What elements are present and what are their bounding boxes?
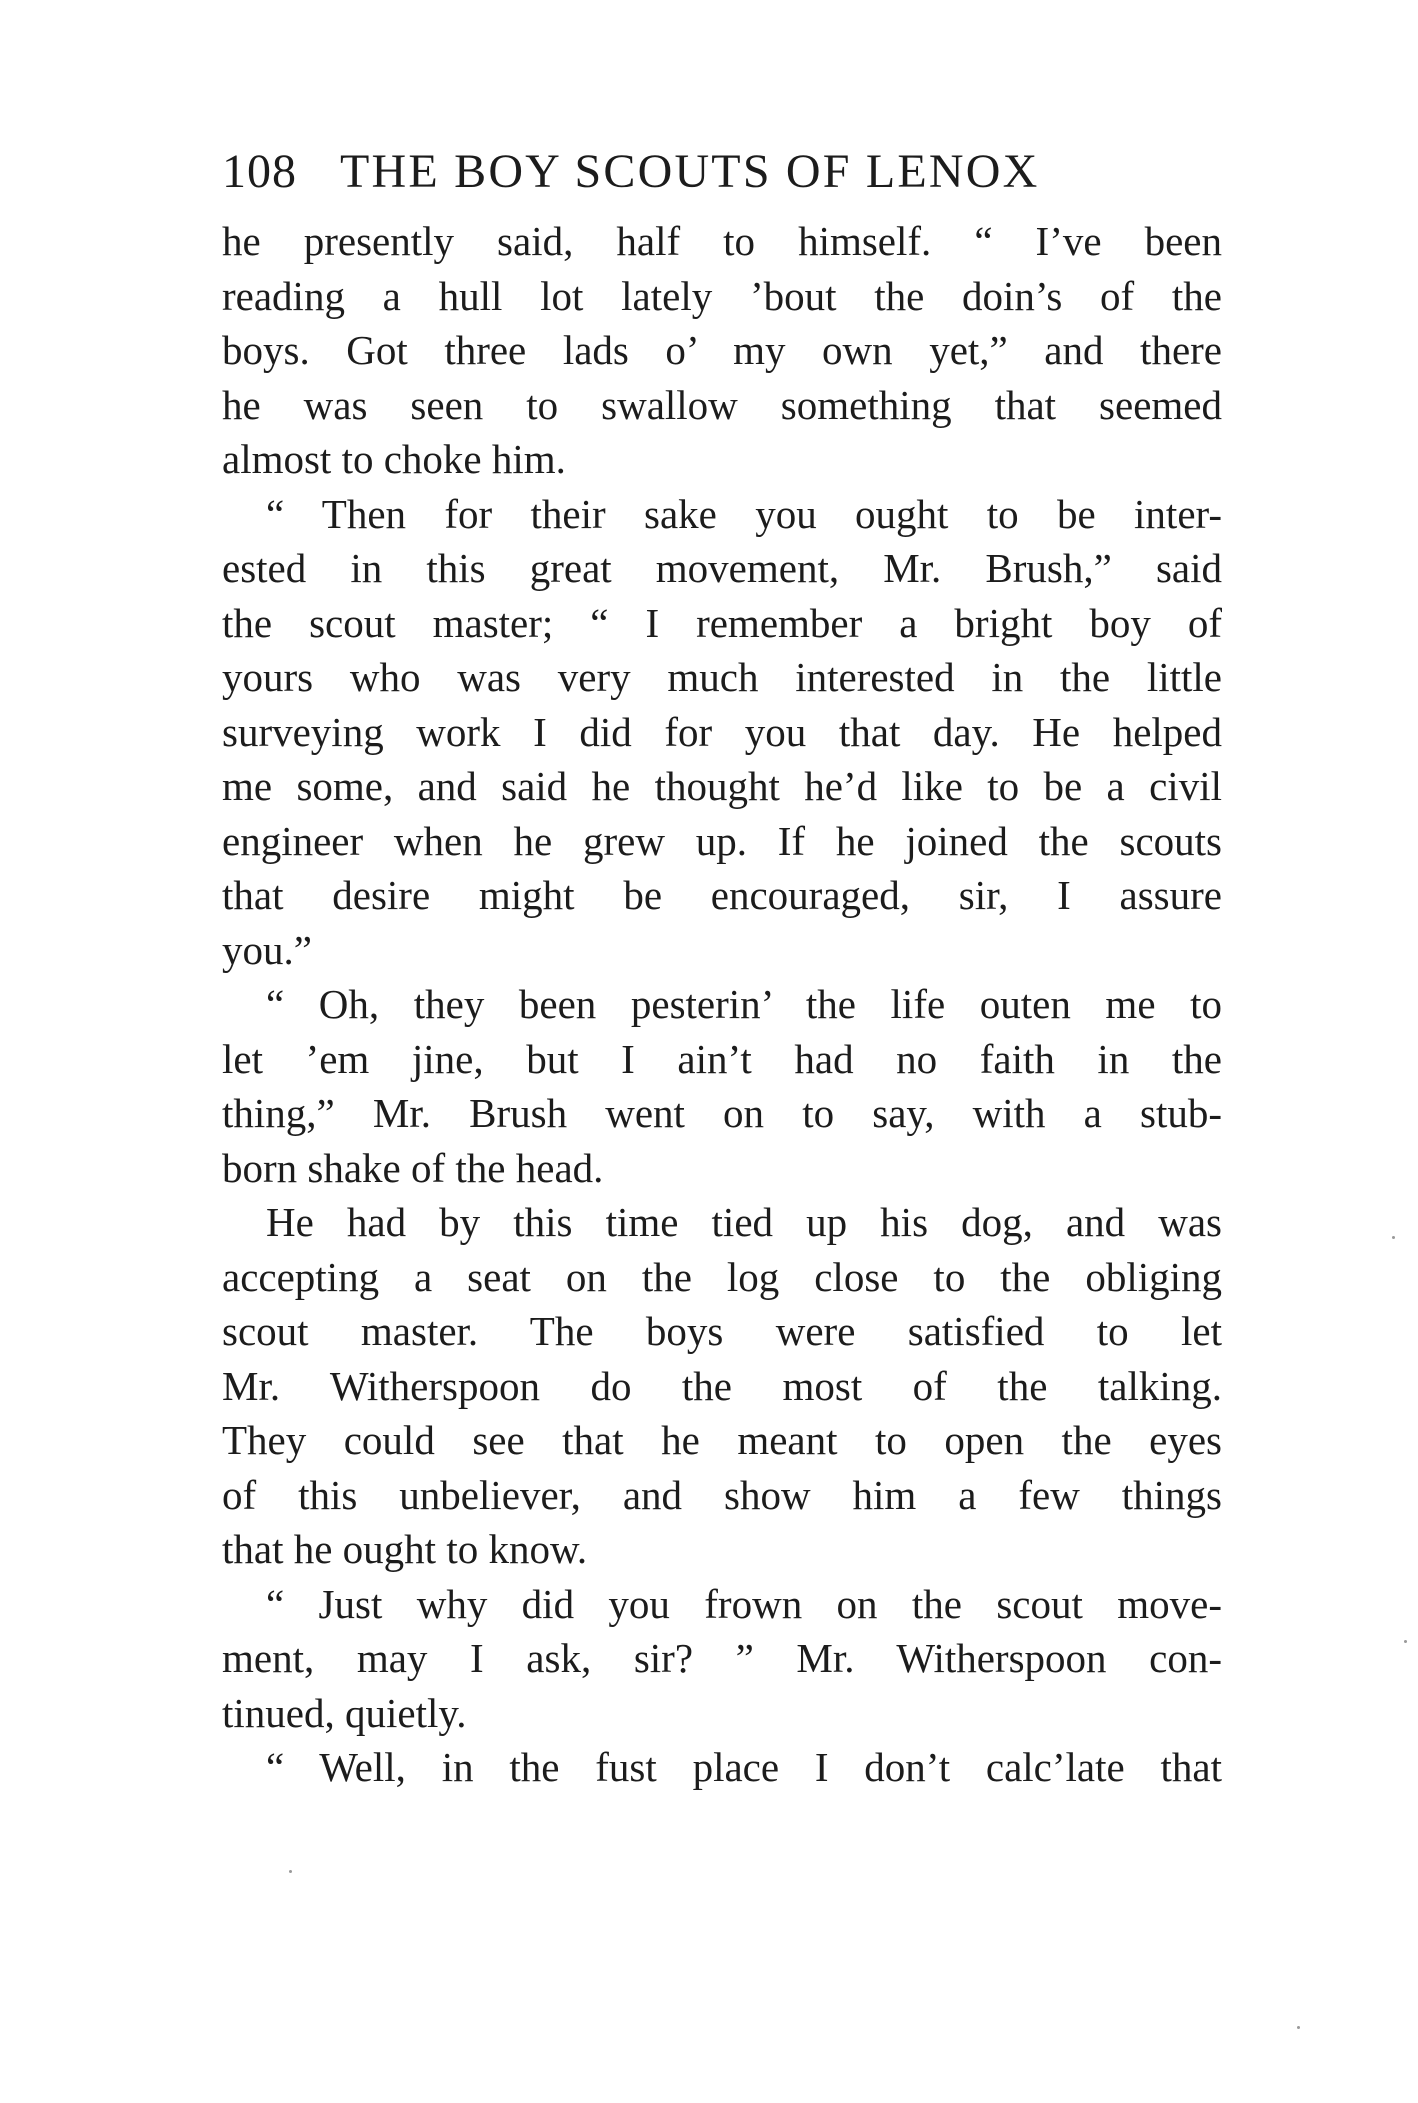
text-line: let ’em jine, but I ain’t had no faith in the <box>222 1035 1222 1082</box>
text-line: engineer when he grew up. If he joined the scouts <box>222 817 1222 864</box>
text-line: They could see that he meant to open the eyes <box>222 1417 1222 1463</box>
text-line: born shake of the head. <box>222 1144 604 1191</box>
page-number: 108 <box>222 145 297 198</box>
text-line: scout master. The boys were satisfied to let <box>222 1308 1222 1354</box>
page-header <box>222 140 1222 204</box>
text-line: you.” <box>222 926 312 973</box>
text-line: thing,” Mr. Brush went on to say, with a stub- <box>222 1090 1222 1136</box>
text-line: that desire might be encouraged, sir, I assure <box>222 872 1222 918</box>
text-line: “ Then for their sake you ought to be inter- <box>266 490 1222 537</box>
text-line: surveying work I did for you that day. He helped <box>222 708 1222 755</box>
text-line: he was seen to swallow something that seemed <box>222 381 1222 428</box>
scan-speck <box>1392 1236 1395 1239</box>
text-line: he presently said, half to himself. “ I’ve been <box>222 218 1222 264</box>
text-line: almost to choke him. <box>222 436 566 482</box>
text-line: of this unbeliever, and show him a few things <box>222 1471 1222 1518</box>
scan-speck <box>1297 2026 1300 2029</box>
running-head: THE BOY SCOUTS OF LENOX <box>340 145 1040 198</box>
text-line: yours who was very much interested in the little <box>222 654 1222 700</box>
text-line: Mr. Witherspoon do the most of the talking. <box>222 1362 1222 1409</box>
text-line: tinued, quietly. <box>222 1689 467 1736</box>
text-line: me some, and said he thought he’d like to be a civil <box>222 763 1222 809</box>
text-line: that he ought to know. <box>222 1526 588 1572</box>
text-line: ested in this great movement, Mr. Brush,” said <box>222 545 1222 591</box>
text-line: “ Just why did you frown on the scout move- <box>266 1580 1222 1627</box>
text-line: reading a hull lot lately ’bout the doin’s of the <box>222 272 1222 319</box>
scan-speck <box>289 1870 292 1873</box>
text-line: accepting a seat on the log close to the obliging <box>222 1253 1222 1300</box>
text-line: boys. Got three lads o’ my own yet,” and there <box>222 327 1222 373</box>
scan-speck <box>1404 1640 1407 1643</box>
text-line: the scout master; “ I remember a bright boy of <box>222 599 1222 646</box>
text-line: “ Well, in the fust place I don’t calc’late that <box>266 1744 1222 1790</box>
text-line: ment, may I ask, sir? ” Mr. Witherspoon con- <box>222 1635 1222 1681</box>
text-line: He had by this time tied up his dog, and was <box>266 1199 1222 1245</box>
text-line: “ Oh, they been pesterin’ the life outen me to <box>266 981 1222 1027</box>
body-text <box>222 214 1222 1795</box>
